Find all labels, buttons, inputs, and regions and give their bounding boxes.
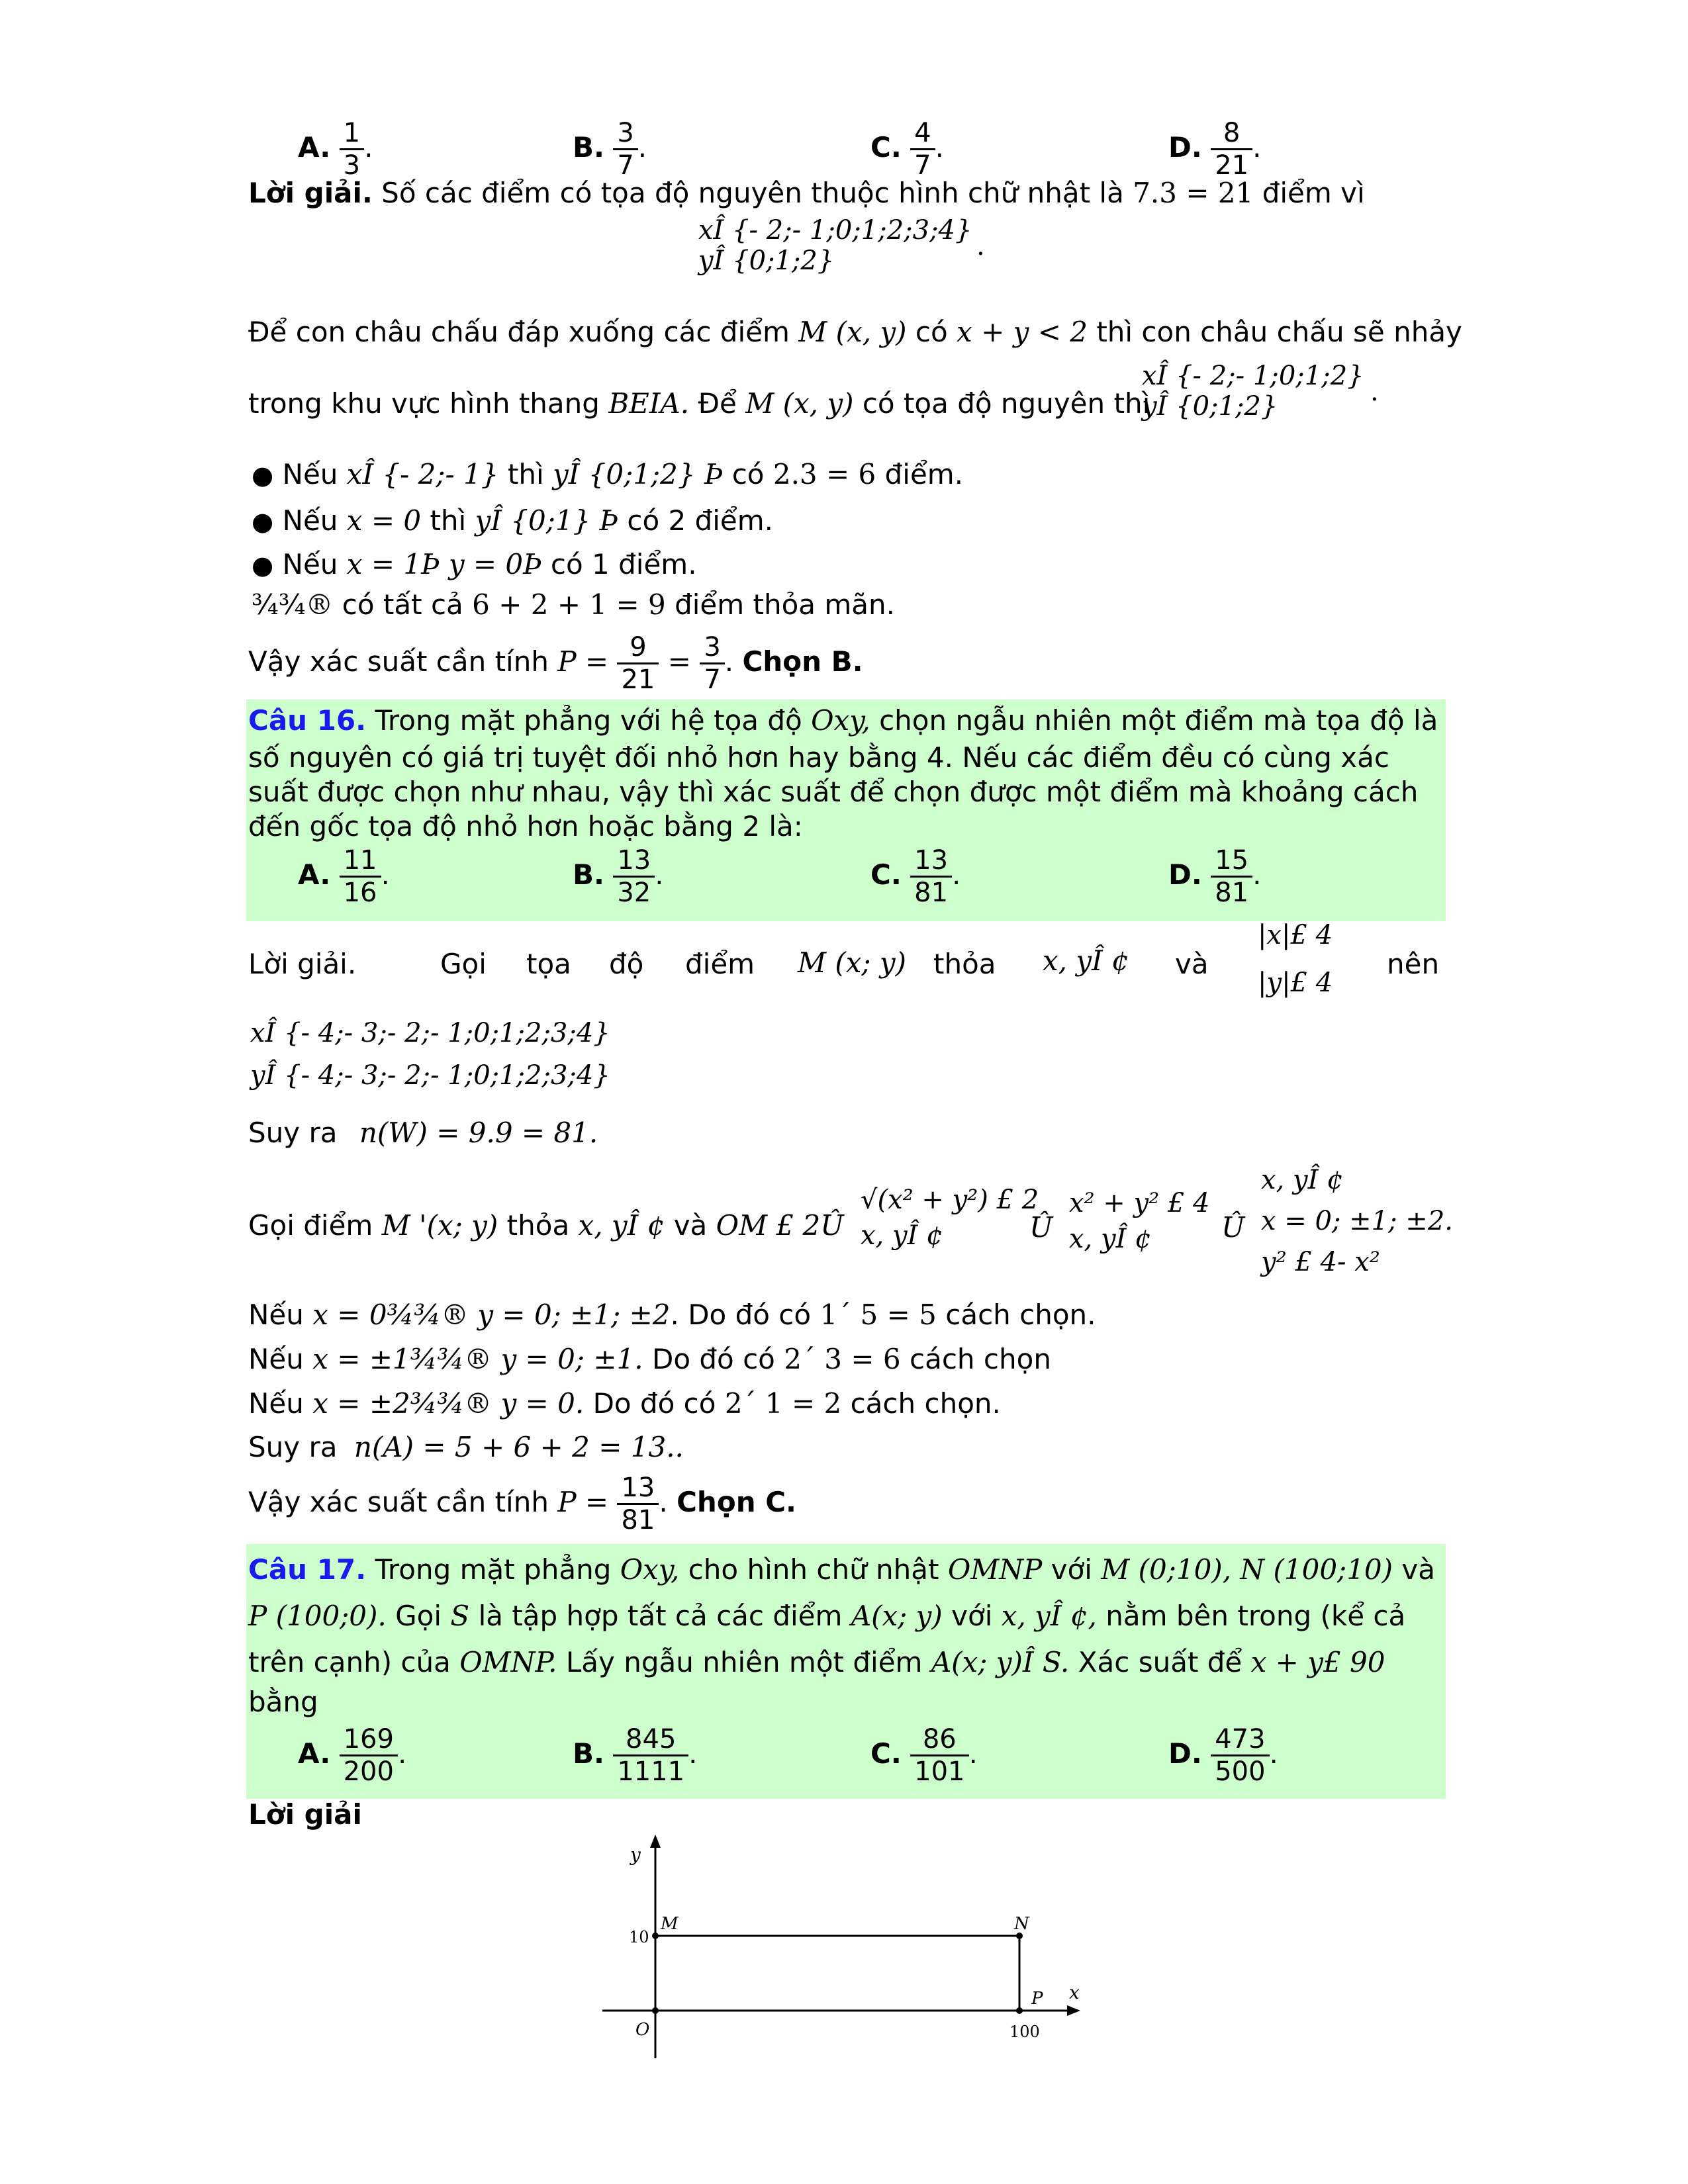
q15-total [252, 587, 895, 623]
text: thỏa [506, 1209, 570, 1242]
text: Trong mặt phẳng [375, 1553, 612, 1586]
answer-choice: Chọn B. [742, 645, 863, 678]
text: điểm. [884, 458, 964, 490]
q16-case-row3 [248, 1386, 1001, 1422]
q17-option-b: B. $\frac{845}{1111}$ . [573, 1724, 698, 1787]
numerator: 1 [343, 118, 361, 148]
text: chọn ngẫu nhiên một điểm mà tọa độ là [879, 704, 1438, 737]
text: Để con châu chấu đáp xuống các điểm [248, 316, 790, 348]
text: Vậy xác suất cần tính [248, 645, 549, 678]
system-row: xÎ {- 2;- 1;0;1;2;3;4} [698, 215, 972, 246]
numerator: 169 [343, 1724, 394, 1754]
numerator: 86 [922, 1724, 957, 1754]
fraction [1211, 1724, 1269, 1787]
option-label: B. [573, 858, 604, 891]
numerator: 9 [630, 632, 647, 662]
math: P = [557, 1486, 609, 1518]
denominator: 500 [1211, 1754, 1269, 1787]
q16-goi-diem [248, 1208, 844, 1244]
math: xÎ {- 2;- 1} [346, 458, 499, 490]
system-row: yÎ {0;1;2} [1142, 391, 1278, 422]
point-n-label: N [1014, 1914, 1029, 1934]
text: Nếu [282, 548, 338, 580]
q16-options [298, 845, 1423, 918]
option-label: C. [870, 1737, 902, 1770]
math: P = [557, 645, 609, 678]
fraction [1211, 845, 1252, 908]
fraction [340, 118, 364, 181]
text: Do đó có [592, 1387, 716, 1420]
math: yÎ {0;1} Þ [475, 504, 619, 537]
fraction [617, 632, 659, 695]
denominator: 32 [613, 876, 655, 908]
text: điểm vì [1262, 177, 1365, 209]
numerator: 845 [626, 1724, 677, 1754]
option-label: D. [1168, 858, 1202, 891]
q17-question-line2 [248, 1598, 1405, 1634]
system-row: xÎ {- 4;- 3;- 2;- 1;0;1;2;3;4} [250, 1018, 610, 1048]
denominator: 81 [617, 1503, 659, 1535]
q17-question-line4: bằng [248, 1686, 318, 1718]
q16-system-a [861, 1185, 1039, 1251]
bullet-icon: ● [252, 551, 274, 580]
math: x, yÎ ¢, [1001, 1600, 1097, 1632]
q16-question-line2: số nguyên có giá trị tuyệt đối nhỏ hơn hay bằng 4. Nếu các điểm đều có cùng xác [248, 741, 1389, 774]
denominator: 3 [340, 148, 364, 181]
q17-question-line1 [248, 1552, 1435, 1588]
math: x, yÎ ¢ [1043, 944, 1129, 977]
text: với [951, 1600, 993, 1632]
text: có tất cả [342, 588, 463, 621]
math: 7.3 = 21 [1133, 177, 1254, 209]
text: là tập hợp tất cả các điểm [478, 1600, 843, 1632]
text: cách chọn [910, 1343, 1051, 1375]
numerator: 13 [617, 845, 651, 876]
math: x = 0¾¾® y = 0; ±1; ±2 [312, 1298, 671, 1331]
q16-suy-ra-omega [248, 1115, 598, 1151]
system-row: x, yÎ ¢ [1069, 1224, 1152, 1254]
question-label: Câu 16. [248, 704, 367, 737]
q15-option-c: C. $\frac{4}{7}$ . [870, 118, 944, 181]
q16-case-row1 [248, 1297, 1096, 1333]
q15-option-b: B. $\frac{3}{7}$ . [573, 118, 647, 181]
y-axis-arrow-icon [650, 1835, 661, 1848]
math: OM £ 2Û [716, 1209, 844, 1242]
numerator: 15 [1215, 845, 1249, 876]
math: Oxy, [811, 704, 870, 737]
q17-rectangle-graph [583, 1833, 1112, 2065]
math: x + y£ 90 [1250, 1646, 1385, 1678]
origin-label: O [635, 2020, 650, 2040]
math: M '(x; y) [381, 1209, 498, 1242]
denominator: 81 [1211, 876, 1252, 908]
text: thì [430, 504, 467, 537]
denominator: 200 [340, 1754, 398, 1787]
q16-system3 [250, 1018, 610, 1091]
math: OMNP. [459, 1646, 557, 1678]
numerator: 13 [621, 1473, 655, 1503]
bullet-icon: ● [252, 461, 274, 490]
q15-case3 [252, 547, 697, 583]
q15-solution-line1 [248, 175, 1365, 211]
math: M (x, y) [798, 316, 907, 348]
q17-option-d: D. $\frac{473}{500}$ . [1168, 1724, 1278, 1787]
text: Để [698, 387, 737, 420]
q15-conclusion: Vậy xác suất cần tính P = $\frac{9}{21}$ = $\frac{3}{7}$ . Chọn B. [248, 632, 863, 695]
q16-case-row2 [248, 1342, 1051, 1377]
system-row: x² + y² £ 4 [1069, 1188, 1210, 1218]
text: Nếu [248, 1343, 304, 1375]
denominator: 1111 [613, 1754, 688, 1787]
option-label: B. [573, 131, 604, 163]
text: Suy ra [248, 1116, 338, 1149]
text: cách chọn. [850, 1387, 1001, 1420]
system-row: y² £ 4- x² [1261, 1247, 1380, 1277]
text: có 2 điểm. [627, 504, 774, 537]
math: S [450, 1600, 470, 1632]
text: tọa [526, 948, 571, 980]
x-axis-label: x [1069, 1981, 1080, 2003]
fraction [910, 1724, 968, 1787]
q15-line2 [248, 314, 1462, 350]
q17-option-a: A. $\frac{169}{200}$ . [298, 1724, 407, 1787]
text: Suy ra [248, 1431, 338, 1463]
option-label: B. [573, 1737, 604, 1770]
x-axis-arrow-icon [1067, 2005, 1080, 2016]
q15-case1 [252, 457, 963, 493]
denominator: 81 [910, 876, 952, 908]
text: thì con châu chấu sẽ nhảy [1096, 316, 1462, 348]
tick-100-label: 100 [1009, 2023, 1040, 2041]
solution-label: Lời giải. [248, 177, 373, 209]
math: M (x; y) [798, 946, 907, 979]
q16-abs-system [1258, 920, 1333, 998]
text: có [915, 316, 948, 348]
q16-system-c [1261, 1165, 1453, 1277]
point-p-label: P [1031, 1989, 1043, 2009]
denominator: 21 [617, 662, 659, 695]
text: và [1401, 1553, 1435, 1586]
text: . Do đó có [670, 1298, 812, 1331]
q16-question-line1 [248, 703, 1438, 739]
math: yÎ {0;1;2} Þ [553, 458, 724, 490]
point-p-dot [1016, 2007, 1023, 2014]
fraction [340, 1724, 398, 1787]
numerator: 4 [914, 118, 931, 148]
text: điểm thỏa mãn. [675, 588, 896, 621]
math: A(x; y)Î S. [931, 1646, 1070, 1678]
text: có [731, 458, 765, 490]
fraction [613, 845, 655, 908]
text: Số các điểm có tọa độ nguyên thuộc hình chữ nhật là [381, 177, 1124, 209]
fraction [613, 118, 637, 181]
point-o-dot [652, 2007, 659, 2014]
numerator: 473 [1215, 1724, 1266, 1754]
system-row: x, yÎ ¢ [861, 1220, 943, 1251]
q15-option-a: A. $\frac{1}{3}$ . [298, 118, 373, 181]
q16-question-line3: suất được chọn như nhau, vậy thì xác suất để chọn được một điểm mà khoảng cách [248, 776, 1419, 808]
math: OMNP [947, 1553, 1043, 1586]
math: BEIA. [608, 387, 690, 420]
numerator: 3 [617, 118, 634, 148]
option-label: C. [870, 858, 902, 891]
text: với [1051, 1553, 1092, 1586]
arrow-symbol: ¾¾® [252, 588, 334, 621]
point-m-dot [652, 1933, 659, 1939]
text: và [1175, 948, 1209, 980]
text: Xác suất để [1078, 1646, 1243, 1678]
denominator: 16 [340, 876, 381, 908]
text: Nếu [248, 1298, 304, 1331]
text: thỏa [933, 948, 996, 980]
math: n(W) = 9.9 = 81. [359, 1116, 598, 1149]
numerator: 8 [1223, 118, 1241, 148]
q15-system1: xÎ {- 2;- 1;0;1;2;3;4} yÎ {0;1;2} . [698, 215, 985, 276]
text: có tọa độ nguyên thì [862, 387, 1150, 420]
numerator: 3 [704, 632, 721, 662]
math: x = ±2¾¾® y = 0. [312, 1387, 585, 1420]
q16-option-c: C. $\frac{13}{81}$ . [870, 845, 961, 908]
q16-option-a: A. $\frac{11}{16}$ . [298, 845, 390, 908]
text: cho hình chữ nhật [688, 1553, 939, 1586]
text: Nếu [248, 1387, 304, 1420]
option-label: A. [298, 131, 331, 163]
q16-system-b [1069, 1188, 1210, 1254]
math: x = 0 [346, 504, 422, 537]
fraction [617, 1473, 659, 1535]
text: Nếu [282, 458, 338, 490]
y-axis-label: y [630, 1844, 641, 1866]
text: Gọi [440, 948, 487, 980]
system-row: |x|£ 4 [1258, 920, 1333, 950]
system-row: x, yÎ ¢ [1261, 1165, 1344, 1195]
text: độ [609, 948, 644, 980]
q16-option-b: B. $\frac{13}{32}$ . [573, 845, 664, 908]
system-row: √(x² + y²) £ 2 [861, 1185, 1039, 1215]
fraction [613, 1724, 688, 1787]
text: Gọi điểm [248, 1209, 373, 1242]
point-m-label: M [661, 1914, 679, 1934]
system-row: xÎ {- 2;- 1;0;1;2} [1142, 361, 1364, 391]
q15-system2: xÎ {- 2;- 1;0;1;2} yÎ {0;1;2} . [1142, 361, 1379, 422]
math: 2.3 = 6 [773, 458, 876, 490]
q15-case2 [252, 503, 773, 539]
denominator: 21 [1211, 148, 1252, 181]
math: x = 1Þ y = 0Þ [346, 548, 542, 580]
fraction [1211, 118, 1252, 181]
q16-suy-ra-a [248, 1430, 684, 1465]
denominator: 7 [700, 662, 724, 695]
math: A(x; y) [851, 1600, 943, 1632]
option-label: A. [298, 1737, 331, 1770]
fraction [700, 632, 724, 695]
option-label: D. [1168, 1737, 1202, 1770]
denominator: 7 [613, 148, 637, 181]
text: điểm [685, 948, 755, 980]
q16-conclusion: Vậy xác suất cần tính P = $\frac{13}{81}$ . Chọn C. [248, 1473, 796, 1535]
fraction [340, 845, 381, 908]
text: thì [507, 458, 544, 490]
system-row: x = 0; ±1; ±2. [1261, 1206, 1453, 1236]
text: nên [1387, 948, 1440, 980]
text: Lấy ngẫu nhiên một điểm [565, 1646, 923, 1678]
math: 2´ 1 = 2 [724, 1387, 842, 1420]
text: Gọi [395, 1600, 442, 1632]
math: Û [1029, 1211, 1053, 1244]
denominator: 101 [910, 1754, 968, 1787]
math: n(A) = 5 + 6 + 2 = 13.. [353, 1431, 684, 1463]
option-label: C. [870, 131, 902, 163]
text: và [673, 1209, 708, 1242]
text: Vậy xác suất cần tính [248, 1486, 549, 1518]
numerator: 13 [914, 845, 949, 876]
math: M (0;10), N (100;10) [1101, 1553, 1393, 1586]
text: Trong mặt phẳng với hệ tọa độ [375, 704, 802, 737]
q16-question-line4: đến gốc tọa độ nhỏ hơn hoặc bằng 2 là: [248, 810, 803, 842]
q17-solution-label: Lời giải [248, 1798, 362, 1831]
text: cách chọn. [945, 1298, 1096, 1331]
math: 6 + 2 + 1 = 9 [472, 588, 666, 621]
text: nằm bên trong (kể cả [1105, 1600, 1406, 1632]
numerator: 11 [343, 845, 377, 876]
math: M (x, y) [745, 387, 854, 420]
math: Oxy, [620, 1553, 680, 1586]
tick-10-label: 10 [629, 1928, 649, 1946]
q16-solution-label: Lời giải. [248, 948, 357, 980]
system-row: yÎ {- 4;- 3;- 2;- 1;0;1;2;3;4} [250, 1060, 610, 1091]
math: P (100;0). [248, 1600, 387, 1632]
math: = [667, 645, 691, 678]
q17-option-c: C. $\frac{86}{101}$ . [870, 1724, 978, 1787]
bullet-icon: ● [252, 507, 274, 536]
text: có 1 điểm. [550, 548, 697, 580]
text: trong khu vực hình thang [248, 387, 600, 420]
q16-option-d: D. $\frac{15}{81}$ . [1168, 845, 1262, 908]
system-row: yÎ {0;1;2} [698, 246, 835, 276]
text: Do đó có [651, 1343, 775, 1375]
q17-question-line3 [248, 1645, 1385, 1680]
fraction [910, 845, 952, 908]
math: 2´ 3 = 6 [784, 1343, 901, 1375]
question-label: Câu 17. [248, 1553, 367, 1586]
fraction [910, 118, 935, 181]
q15-options [298, 99, 1423, 179]
answer-choice: Chọn C. [677, 1486, 796, 1518]
math: Û [1221, 1211, 1245, 1244]
q15-option-d: D. $\frac{8}{21}$ . [1168, 118, 1262, 181]
text: Nếu [282, 504, 338, 537]
math: 1´ 5 = 5 [820, 1298, 937, 1331]
text: trên cạnh) của [248, 1646, 451, 1678]
q15-line3 [248, 386, 1150, 422]
math: x = ±1¾¾® y = 0; ±1. [312, 1343, 643, 1375]
option-label: D. [1168, 131, 1202, 163]
math: x, yÎ ¢ [578, 1209, 665, 1242]
math: x + y < 2 [957, 316, 1088, 348]
system-row: |y|£ 4 [1258, 968, 1333, 998]
denominator: 7 [910, 148, 935, 181]
q17-options [298, 1724, 1423, 1797]
option-label: A. [298, 858, 331, 891]
